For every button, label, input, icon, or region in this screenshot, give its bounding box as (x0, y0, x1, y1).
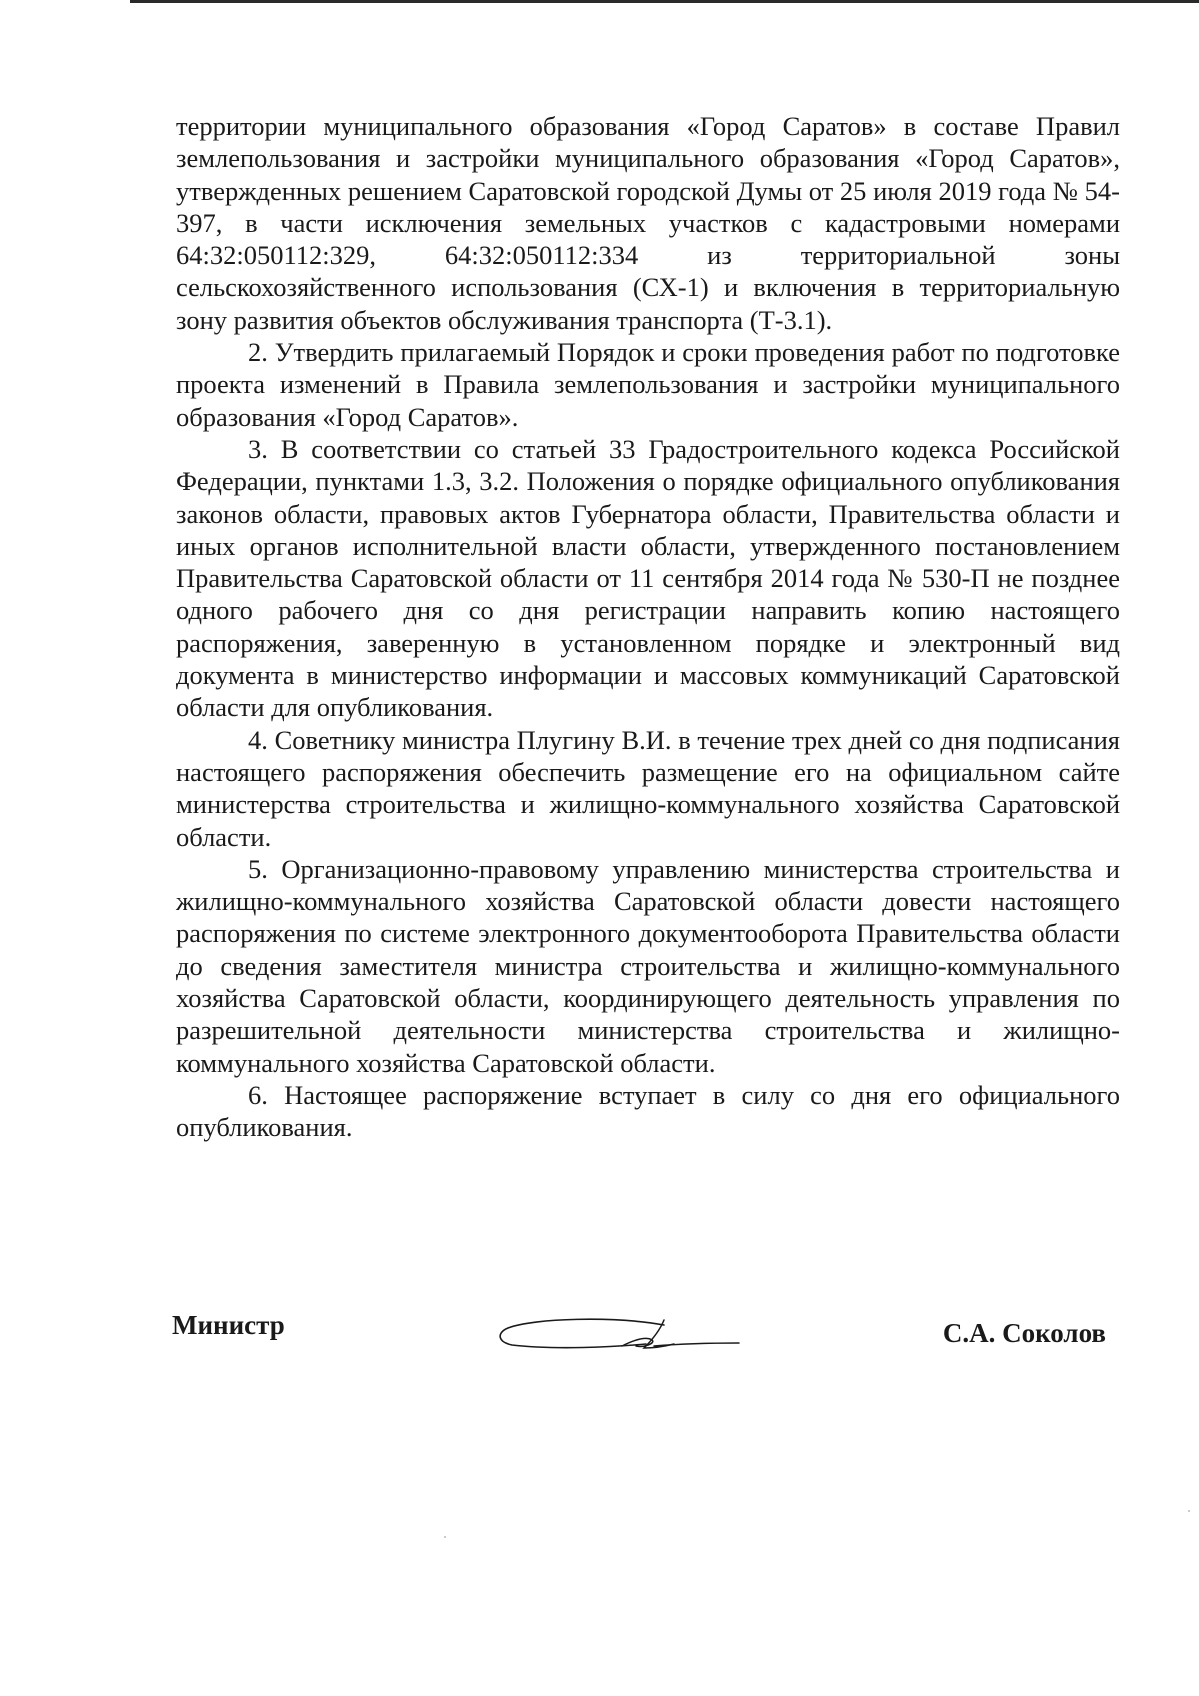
paragraph-1-continuation: территории муниципального образования «Город Саратов» в составе Правил землепользования и застройки муниципального образования «Город Саратов», утвержденных решением Саратовской городской Думы от 25 июля 2019 года № 54-397, в части исключения земельных участков с кадастровыми номерами 64:32:050112:329, 64:32:050112:334 из территориальной зоны сельскохозяйственного использования (СХ-1) и включения в территориальную зону развития объектов обслуживания транспорта (Т-3.1). (176, 111, 1120, 335)
scan-speck (1188, 1510, 1190, 1512)
paragraph-4: 4. Советнику министра Плугину В.И. в течение трех дней со дня подписания настоящего распоряжения обеспечить размещение его на официальном сайте министерства строительства и жилищно-коммунального хозяйства Саратовской области. (176, 724, 1120, 852)
signatory-name: С.А. Соколов (942, 1318, 1106, 1348)
paragraph-2: 2. Утвердить прилагаемый Порядок и сроки проведения работ по подготовке проекта изменений в Правила землепользования и застройки муниципального образования «Город Саратов». (176, 337, 1120, 432)
signature-block (172, 1306, 1106, 1366)
paragraph-3: 3. В соответствии со статьей 33 Градостроительного кодекса Российской Федерации, пунктами 1.3, 3.2. Положения о порядке официального опубликования законов области, правовых актов Губернатора области, Правительства области и иных органов исполнительной власти области, утвержденного постановлением Правительства Саратовской области от 11 сентября 2014 года № 530-П не позднее одного рабочего дня со дня регистрации направить копию настоящего распоряжения, заверенную в установленном порядке и электронный вид документа в министерство информации и массовых коммуникаций Саратовской области для опубликования. (176, 433, 1120, 723)
document-body (176, 110, 1120, 1144)
top-scan-border (130, 0, 1200, 3)
scan-speck (444, 1536, 446, 1538)
handwritten-signature (494, 1306, 744, 1364)
paragraph-6: 6. Настоящее распоряжение вступает в силу со дня его официального опубликования. (176, 1079, 1120, 1143)
signatory-title: Министр (172, 1310, 285, 1340)
paragraph-5: 5. Организационно-правовому управлению министерства строительства и жилищно-коммунального хозяйства Саратовской области довести настоящего распоряжения по системе электронного документооборота Правительства области до сведения заместителя министра строительства и жилищно-коммунального хозяйства Саратовской области, координирующего деятельность управления по разрешительной деятельности министерства строительства и жилищно-коммунального хозяйства Саратовской области. (176, 853, 1120, 1078)
